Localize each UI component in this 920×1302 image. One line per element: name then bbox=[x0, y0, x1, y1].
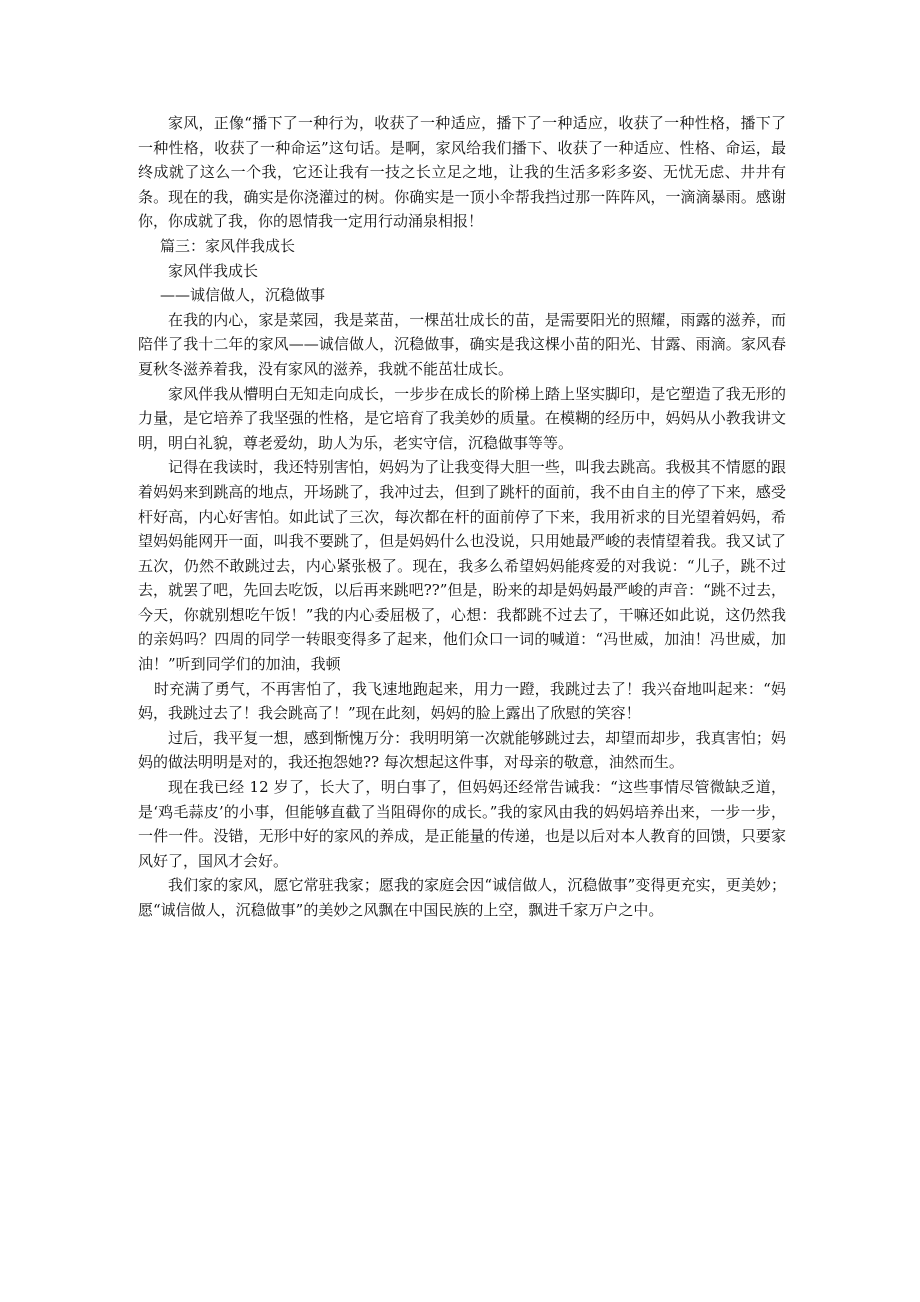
paragraph-garden-metaphor: 在我的内心，家是菜园，我是菜苗，一棵茁壮成长的苗，是需要阳光的照耀，雨露的滋养，而陪伴了我十二年的家风——诚信做人，沉稳做事，确实是我这棵小苗的阳光、甘露、雨滴。家风春夏秋冬滋养着我，没有家风的滋养，我就不能茁壮成长。 bbox=[138, 310, 786, 378]
paragraph-reflection: 过后，我平复一想，感到惭愧万分：我明明第一次就能够跳过去，却望而却步，我真害怕；妈妈的做法明明是对的，我还抱怨她?? 每次想起这件事，对母亲的敬意，油然而生。 bbox=[138, 728, 786, 772]
paragraph-conclusion: 我们家的家风，愿它常驻我家；愿我的家庭会因“诚信做人，沉稳做事”变得更充实，更美妙；愿“诚信做人，沉稳做事”的美妙之风飘在中国民族的上空，飘进千家万户之中。 bbox=[138, 876, 786, 919]
paragraph-family-style-intro: 家风，正像“播下了一种行为，收获了一种适应，播下了一种适应，收获了一种性格，播下了一种性格，收获了一种命运”这句话。是啊，家风给我们播下、收获了一种适应、性格、命运，最终成就了这么一个我，它还让我有一技之长立足之地，让我的生活多彩多姿、无忧无虑、井井有条。现在的我，确实是你浇灌过的树。你确实是一顶小伞帮我挡过那一阵阵风，一滴滴暴雨。感谢你，你成就了我，你的恩情我一定用行动涌泉相报！ bbox=[138, 114, 786, 231]
paragraph-jump-success: 时充满了勇气，不再害怕了，我飞速地跑起来，用力一蹬，我跳过去了！我兴奋地叫起来：“妈妈，我跳过去了！我会跳高了！”现在此刻，妈妈的脸上露出了欣慰的笑容！ bbox=[138, 679, 786, 723]
paragraph-high-jump-story: 记得在我读时，我还特别害怕，妈妈为了让我变得大胆一些，叫我去跳高。我极其不情愿的跟着妈妈来到跳高的地点，开场跳了，我冲过去，但到了跳杆的面前，我不由自主的停了下来，感受杆好高，内心好害怕。如此试了三次，每次都在杆的面前停了下来，我用祈求的目光望着妈妈，希望妈妈能网开一面，叫我不要跳了，但是妈妈什么也没说，只用她最严峻的表情望着我。我又试了五次，仍然不敢跳过去，内心紧张极了。现在，我多么希望妈妈能疼爱的对我说：“儿子，跳不过去，就罢了吧，先回去吃饭，以后再来跳吧??”但是，盼来的却是妈妈最严峻的声音：“跳不过去，今天，你就别想吃午饭！”我的内心委屈极了，心想：我都跳不过去了，干嘛还如此说，这仍然我的亲妈吗？四周的同学一转眼变得多了起来，他们众口一词的喊道：“冯世威，加油！冯世威，加油！”听到同学们的加油，我顿 bbox=[138, 458, 786, 674]
paragraph-mother-advice: 现在我已经 12 岁了，长大了，明白事了，但妈妈还经常告诫我：“这些事情尽管微缺乏道，是‘鸡毛蒜皮’的小事，但能够直截了当阻碍你的成长。”我的家风由我的妈妈培养出来，一步一步，一件一件。没错，无形中好的家风的养成，是正能量的传递，也是以后对本人教育的回馈，只要家风好了，国风才会好。 bbox=[138, 778, 786, 870]
paragraph-growth: 家风伴我从懵明白无知走向成长，一步步在成长的阶梯上踏上坚实脚印，是它塑造了我无形的力量，是它培养了我坚强的性格，是它培育了我美妙的质量。在模糊的经历中，妈妈从小教我讲文明，明白礼貌，尊老爱幼，助人为乐，老实守信，沉稳做事等等。 bbox=[138, 384, 786, 452]
essay-subtitle: ——诚信做人，沉稳做事 bbox=[160, 286, 326, 305]
document-page bbox=[138, 111, 786, 923]
essay-title: 家风伴我成长 bbox=[168, 261, 259, 280]
section-heading: 篇三：家风伴我成长 bbox=[160, 236, 296, 255]
